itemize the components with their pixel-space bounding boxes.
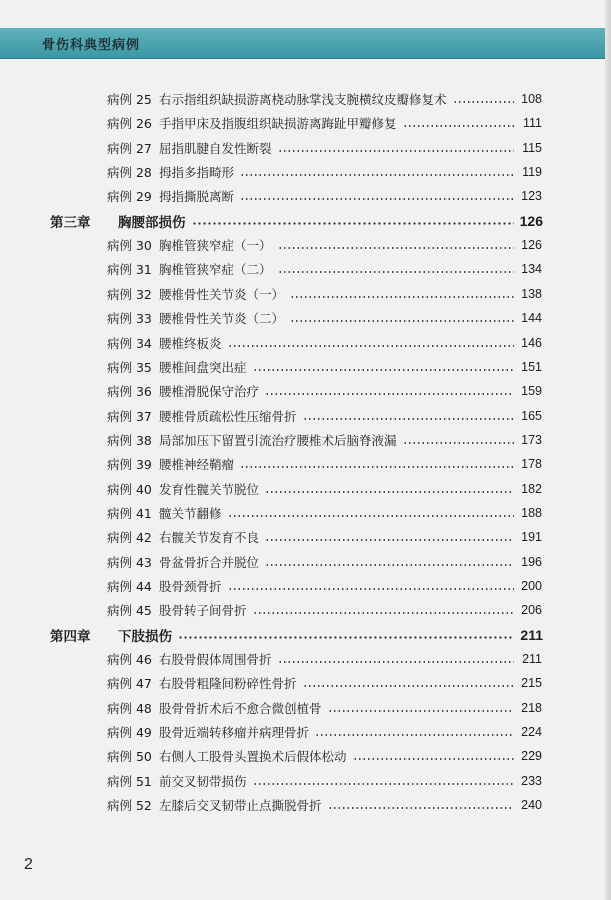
case-number: 病例 43 [107,554,152,570]
case-number: 病例 44 [107,579,152,594]
case-number: 病例 32 [107,286,152,302]
dot-leader [303,418,514,420]
page-ref: 233 [521,773,542,788]
dot-leader [403,442,514,444]
case-title: 髋关节翻修 [159,505,222,521]
toc-case-entry[interactable] [107,721,542,743]
page-ref: 224 [521,725,542,740]
dot-leader [290,296,514,298]
toc-case-entry[interactable] [107,526,542,548]
case-title: 股骨骨折术后不愈合微创植骨 [159,700,322,716]
case-title: 腰椎骨性关节炎（二） [159,311,285,327]
case-number: 病例 30 [107,238,152,254]
toc-case-entry[interactable] [107,307,542,329]
toc-case-entry[interactable] [107,672,542,694]
case-number: 病例 28 [107,165,152,181]
toc-case-entry[interactable] [107,478,542,500]
case-title: 拇指多指畸形 [159,165,235,181]
page-ref: 211 [522,652,542,667]
dot-leader [303,685,514,687]
case-number: 病例 33 [107,311,152,327]
page-ref: 115 [522,140,542,155]
case-number: 病例 50 [107,749,152,765]
case-title: 右股骨粗隆间粉碎性骨折 [159,676,297,692]
case-title: 右股骨假体周围骨折 [159,652,272,668]
case-number: 病例 52 [107,798,152,814]
toc-case-entry[interactable] [107,405,542,427]
case-number: 病例 47 [107,676,152,692]
case-number: 病例 31 [107,262,152,278]
dot-leader [328,807,514,809]
dot-leader [228,515,514,517]
case-number: 病例 35 [107,359,152,375]
case-title: 发育性髋关节脱位 [159,481,260,497]
toc-case-entry[interactable] [107,770,542,792]
dot-leader [253,369,514,371]
dot-leader [253,612,514,614]
dot-leader [265,393,514,395]
dot-leader [453,101,514,103]
toc-chapter-entry[interactable] [50,624,543,646]
dot-leader [240,174,514,176]
case-title: 胸椎管狭窄症（一） [159,238,272,254]
toc-case-entry[interactable] [107,599,542,621]
toc-case-entry[interactable] [107,88,542,110]
case-number: 病例 49 [107,725,152,741]
dot-leader [290,320,514,322]
case-title: 腰椎骨性关节炎（一） [159,286,285,302]
toc-case-entry[interactable] [107,502,542,524]
case-title: 屈指肌腱自发性断裂 [159,140,272,156]
page-ref: 196 [521,554,542,569]
case-number: 病例 36 [107,384,152,400]
page-ref: 165 [521,408,542,423]
page-ref: 188 [521,505,542,520]
toc-case-entry[interactable] [107,697,542,719]
toc-case-entry[interactable] [107,112,542,134]
dot-leader [240,466,514,468]
header-rule [0,58,611,59]
chapter-number: 第四章 [50,628,91,645]
dot-leader [353,758,514,760]
case-title: 腰椎骨质疏松性压缩骨折 [159,408,297,424]
case-number: 病例 40 [107,481,152,497]
page-ref: 126 [521,238,542,253]
page-ref: 173 [521,432,542,447]
case-number: 病例 42 [107,530,152,546]
dot-leader [192,222,514,225]
toc-case-entry[interactable] [107,453,542,475]
case-title: 股骨转子间骨折 [159,603,247,619]
toc-case-entry[interactable] [107,161,542,183]
page-ref: 240 [521,798,542,813]
case-number: 病例 29 [107,189,152,205]
chapter-title: 下肢损伤 [118,628,172,645]
page-ref: 200 [521,579,542,593]
case-title: 右髋关节发育不良 [159,530,260,546]
page-ref: 211 [520,626,543,643]
toc-case-entry[interactable] [107,258,542,280]
page-ref: 229 [521,749,542,764]
page-ref: 178 [521,457,542,472]
case-title: 骨盆骨折合并脱位 [159,554,260,570]
page-ref: 144 [521,311,542,326]
case-title: 局部加压下留置引流治疗腰椎术后脑脊液漏 [159,432,397,448]
dot-leader [315,734,514,736]
page-ref: 138 [521,286,542,301]
toc-case-entry[interactable] [107,380,542,402]
page-ref: 151 [521,359,542,374]
toc-case-entry[interactable] [107,356,542,378]
case-title: 腰椎神经鞘瘤 [159,457,235,473]
page-ref: 218 [521,700,542,715]
case-number: 病例 37 [107,408,152,424]
page-ref: 108 [521,92,542,106]
case-number: 病例 27 [107,140,152,156]
case-title: 胸椎管狭窄症（二） [159,262,272,278]
page-ref: 126 [519,212,543,229]
dot-leader [265,564,514,566]
case-title: 腰椎间盘突出症 [159,359,247,375]
dot-leader [278,247,514,249]
case-number: 病例 34 [107,335,152,351]
toc-chapter-entry[interactable] [50,210,543,232]
page-ref: 182 [521,481,542,496]
dot-leader [403,125,514,127]
page-ref: 191 [521,530,542,545]
page-ref: 123 [521,189,542,204]
page-ref: 159 [521,384,542,399]
case-title: 拇指撕脱离断 [159,189,235,205]
case-title: 左膝后交叉韧带止点撕脱骨折 [159,798,322,814]
toc-case-entry[interactable] [107,429,542,451]
page-ref: 206 [521,603,542,618]
toc-case-entry[interactable] [107,575,542,597]
dot-leader [328,710,514,712]
dot-leader [278,271,514,273]
case-number: 病例 41 [107,505,152,521]
page-ref: 215 [521,676,542,691]
dot-leader [228,588,514,590]
toc-case-entry[interactable] [107,137,542,159]
toc-case-entry[interactable] [107,234,542,256]
toc-case-entry[interactable] [107,283,542,305]
page-ref: 146 [521,335,542,350]
toc-case-entry[interactable] [107,332,542,354]
toc-case-entry[interactable] [107,551,542,573]
case-title: 腰椎终板炎 [159,335,222,351]
toc-case-entry[interactable] [107,185,542,207]
dot-leader [278,150,514,152]
page-ref: 119 [522,165,542,180]
page-number: 2 [24,856,33,873]
page-ref: 111 [522,116,542,131]
dot-leader [240,198,514,200]
case-title: 右侧人工股骨头置换术后假体松动 [159,749,347,765]
page-ref: 134 [521,262,542,277]
case-title: 股骨近端转移瘤并病理骨折 [159,725,310,741]
case-number: 病例 39 [107,457,152,473]
chapter-number: 第三章 [50,214,91,231]
case-title: 手指甲床及指腹组织缺损游离踇趾甲瓣修复 [159,116,397,132]
case-number: 病例 48 [107,700,152,716]
case-title: 腰椎滑脱保守治疗 [159,384,260,400]
case-number: 病例 25 [107,92,152,107]
case-title: 股骨颈骨折 [159,579,222,594]
case-title: 右示指组织缺损游离桡动脉掌浅支腕横纹皮瓣修复术 [159,92,447,107]
chapter-title: 胸腰部损伤 [118,214,186,231]
case-number: 病例 51 [107,773,152,789]
dot-leader [265,491,514,493]
dot-leader [253,783,514,785]
dot-leader [228,345,514,347]
case-number: 病例 38 [107,432,152,448]
case-number: 病例 46 [107,652,152,668]
running-header-title: 骨伤科典型病例 [42,38,141,53]
dot-leader [178,636,514,639]
case-title: 前交叉韧带损伤 [159,773,247,789]
toc-case-entry[interactable] [107,794,542,816]
case-number: 病例 26 [107,116,152,132]
dot-leader [265,539,514,541]
page-edge [605,0,611,900]
case-number: 病例 45 [107,603,152,619]
toc-case-entry[interactable] [107,745,542,767]
dot-leader [278,661,514,663]
toc-case-entry[interactable] [107,648,542,670]
